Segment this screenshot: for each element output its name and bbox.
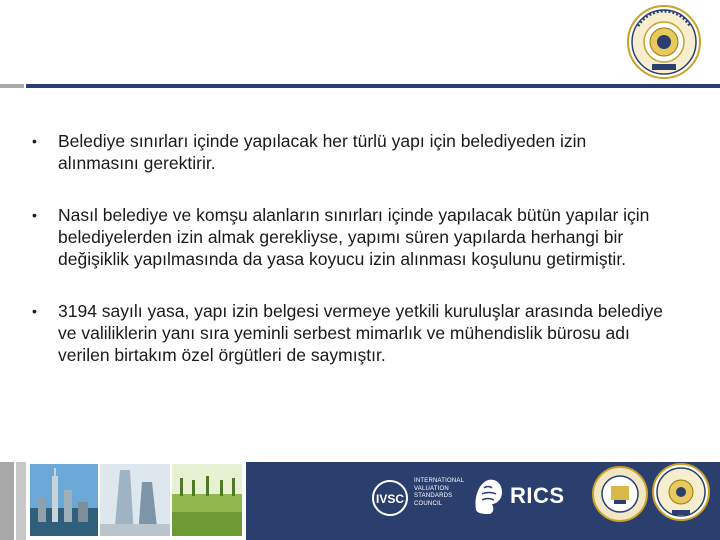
bullet-item — [30, 204, 670, 270]
bullet-item — [30, 130, 670, 174]
header-rule-gray — [0, 84, 24, 88]
city-skyline-photo — [30, 464, 98, 536]
university-seal-logo — [624, 4, 704, 80]
ivsc-line: INTERNATIONAL — [414, 478, 465, 484]
field-photo — [172, 464, 242, 536]
bullet-symbol: • — [32, 303, 37, 319]
bullet-symbol: • — [32, 133, 37, 149]
towers-photo — [100, 464, 170, 536]
ankara-universitesi-seal — [652, 462, 710, 524]
ivsc-line: STANDARDS — [414, 493, 453, 499]
ivsc-line: VALUATION — [414, 485, 449, 492]
footer-gray-bar — [0, 462, 14, 540]
rics-lion-icon — [470, 474, 506, 516]
ivsc-name — [414, 478, 470, 508]
bullet-symbol: • — [32, 207, 37, 223]
footer-gray-bar — [16, 462, 26, 540]
university-seal — [592, 466, 648, 522]
ivsc-line: COUNCIL — [414, 500, 443, 507]
bullet-text: Nasıl belediye ve komşu alanların sınırları içinde yapılacak bütün yapılar için belediyelerden izin almak gerekliyse, yapımı süren yapılarda herhangi bir değişiklik yapılmasında da yasa koyucu izin alınması koşulunu getirmiştir. — [58, 205, 650, 269]
bullet-item — [30, 300, 670, 366]
header-rule-navy — [26, 84, 720, 88]
svg-text:IVSC: IVSC — [375, 492, 405, 506]
bullet-list — [30, 130, 670, 396]
ivsc-logo — [368, 478, 414, 518]
bullet-text: 3194 sayılı yasa, yapı izin belgesi vermeye yetkili kuruluşlar arasında belediye ve valiliklerin yanı sıra yeminli serbest mimarlık ve mühendislik bürosu adı verilen birtakım özel örgütleri de saymıştır. — [58, 301, 664, 365]
rics-label: RICS — [510, 483, 565, 508]
bullet-text: Belediye sınırları içinde yapılacak her türlü yapı için belediyeden izin alınmasını gerektirir. — [58, 131, 587, 173]
